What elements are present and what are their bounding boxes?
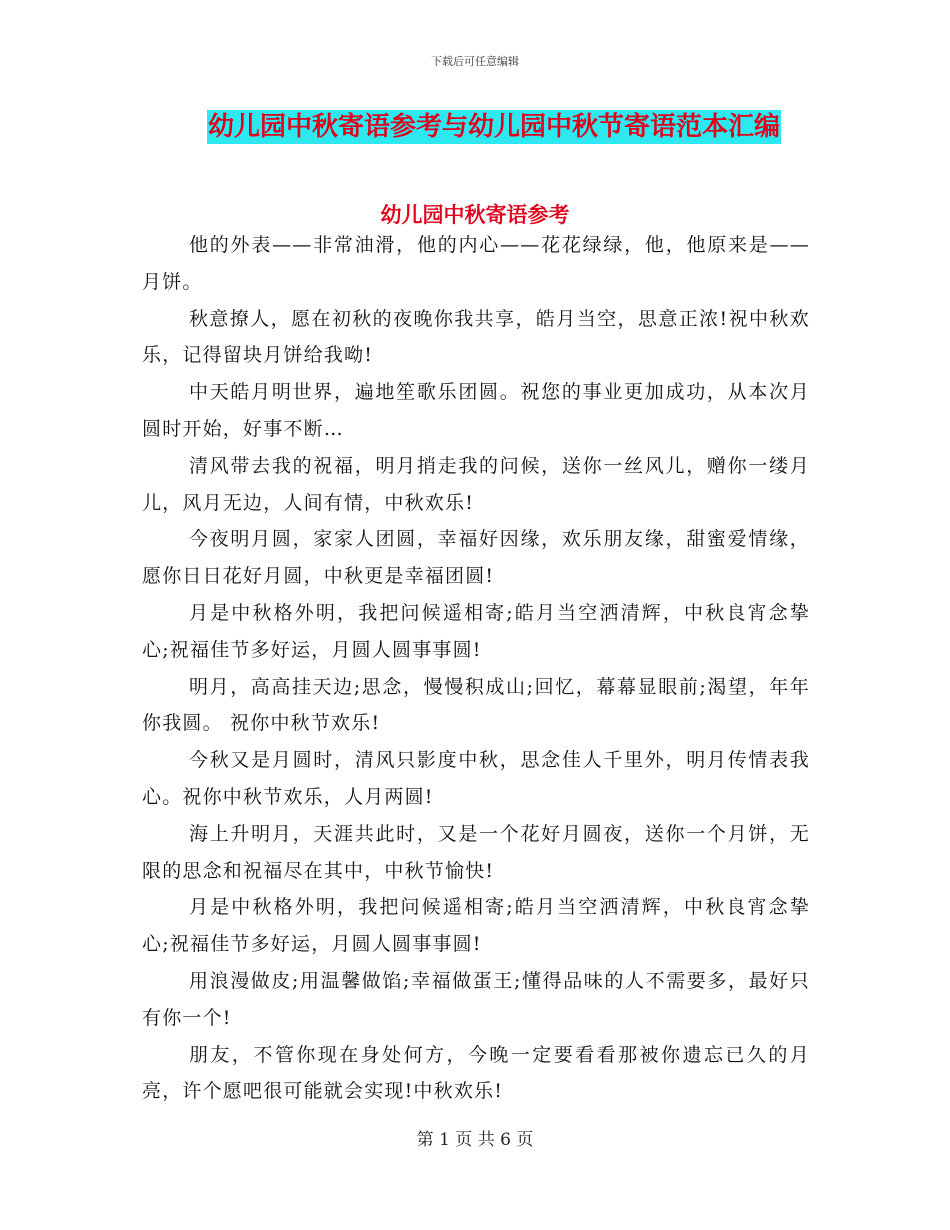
paragraph: 今夜明月圆，家家人团圆，幸福好因缘，欢乐朋友缘，甜蜜爱情缘，愿你日日花好月圆，中秋更是幸福团圆! bbox=[142, 528, 810, 588]
paragraph: 月是中秋格外明，我把问候遥相寄;皓月当空洒清辉，中秋良宵念挚心;祝福佳节多好运，月圆人圆事事圆! bbox=[142, 601, 810, 661]
header-note: 下载后可任意编辑 bbox=[431, 55, 519, 68]
paragraph: 明月，高高挂天边;思念，慢慢积成山;回忆，幕幕显眼前;渴望，年年你我圆。 祝你中秋节欢乐! bbox=[142, 675, 810, 735]
section-title: 幼儿园中秋寄语参考 bbox=[380, 202, 570, 227]
paragraph: 朋友，不管你现在身处何方，今晚一定要看看那被你遗忘已久的月亮，许个愿吧很可能就会实现!中秋欢乐! bbox=[142, 1043, 810, 1103]
paragraph: 用浪漫做皮;用温馨做馅;幸福做蛋王;懂得品味的人不需要多，最好只有你一个! bbox=[142, 969, 810, 1029]
page-footer: 第 1 页 共 6 页 bbox=[416, 1130, 534, 1150]
body-text bbox=[142, 227, 810, 1110]
paragraph: 月是中秋格外明，我把问候遥相寄;皓月当空洒清辉，中秋良宵念挚心;祝福佳节多好运，月圆人圆事事圆! bbox=[142, 896, 810, 956]
document-title: 幼儿园中秋寄语参考与幼儿园中秋节寄语范本汇编 bbox=[208, 112, 781, 142]
paragraph: 他的外表——非常油滑，他的内心——花花绿绿，他，他原来是——月饼。 bbox=[142, 234, 810, 293]
paragraph: 海上升明月，天涯共此时，又是一个花好月圆夜，送你一个月饼，无限的思念和祝福尽在其中，中秋节愉快! bbox=[142, 822, 810, 882]
paragraph: 中天皓月明世界，遍地笙歌乐团圆。祝您的事业更加成功，从本次月圆时开始，好事不断… bbox=[142, 381, 810, 440]
paragraph: 秋意撩人，愿在初秋的夜晚你我共享，皓月当空，思意正浓!祝中秋欢乐，记得留块月饼给我呦! bbox=[142, 307, 810, 367]
paragraph: 今秋又是月圆时，清风只影度中秋，思念佳人千里外，明月传情表我心。祝你中秋节欢乐，人月两圆! bbox=[142, 749, 810, 808]
paragraph: 清风带去我的祝福，明月捎走我的问候，送你一丝风儿，赠你一缕月儿，风月无边，人间有情，中秋欢乐! bbox=[142, 454, 810, 514]
